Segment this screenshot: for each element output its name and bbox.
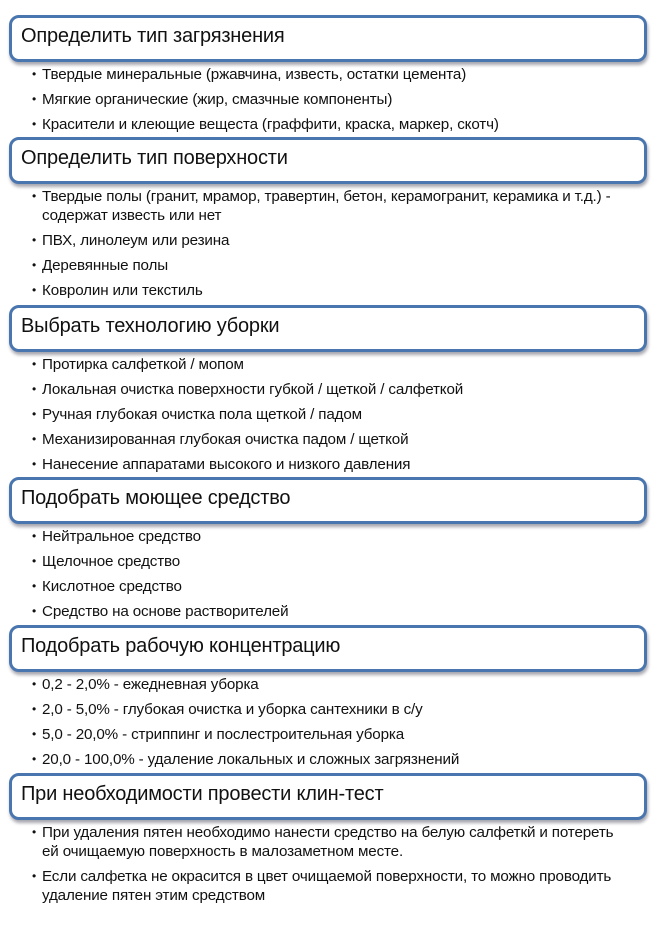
list-item-text: 0,2 - 2,0% - ежедневная уборка	[42, 676, 259, 693]
list-item	[0, 750, 632, 769]
bullet-list	[0, 823, 632, 911]
bullet-icon: •	[32, 554, 37, 568]
bullet-list	[0, 355, 632, 480]
section-title: Подобрать моющее средство	[21, 487, 291, 509]
list-item	[0, 90, 632, 109]
bullet-icon: •	[32, 382, 37, 396]
list-item	[0, 700, 632, 719]
list-item-text: Твердые полы (гранит, мрамор, травертин, бетон, керамогранит, керамика и т.д.) - содержат известь или нет	[42, 188, 611, 224]
list-item	[0, 602, 632, 621]
bullet-icon: •	[32, 677, 37, 691]
list-item-text: Нейтральное средство	[42, 528, 201, 545]
list-item-text: 5,0 - 20,0% - стриппинг и послестроительная уборка	[42, 726, 404, 743]
list-item-text: 2,0 - 5,0% - глубокая очистка и уборка сантехники в с/у	[42, 701, 423, 718]
list-item	[0, 552, 632, 571]
list-item	[0, 430, 632, 449]
bullet-list	[0, 675, 632, 775]
list-item	[0, 380, 632, 399]
bullet-icon: •	[32, 407, 37, 421]
bullet-icon: •	[32, 357, 37, 371]
list-item-text: ПВХ, линолеум или резина	[42, 232, 230, 249]
list-item-text: 20,0 - 100,0% - удаление локальных и сложных загрязнений	[42, 751, 460, 768]
section-header	[9, 773, 647, 820]
list-item	[0, 675, 632, 694]
list-item	[0, 281, 632, 300]
list-item-text: Локальная очистка поверхности губкой / щеткой / салфеткой	[42, 381, 464, 398]
section-header	[9, 305, 647, 352]
list-item-text: Ручная глубокая очистка пола щеткой / падом	[42, 406, 362, 423]
section-title: При необходимости провести клин-тест	[21, 783, 384, 805]
list-item-text: Нанесение аппаратами высокого и низкого давления	[42, 456, 411, 473]
list-item	[0, 231, 632, 250]
bullet-icon: •	[32, 258, 37, 272]
bullet-icon: •	[32, 727, 37, 741]
list-item-text: Средство на основе растворителей	[42, 603, 289, 620]
bullet-icon: •	[32, 67, 37, 81]
list-item-text: Ковролин или текстиль	[42, 282, 203, 299]
list-item	[0, 577, 632, 596]
section-title: Подобрать рабочую концентрацию	[21, 635, 341, 657]
list-item-text: Кислотное средство	[42, 578, 182, 595]
list-item	[0, 355, 632, 374]
list-item	[0, 187, 632, 225]
bullet-icon: •	[32, 752, 37, 766]
list-item-text: Мягкие органические (жир, смазчные компоненты)	[42, 91, 393, 108]
bullet-icon: •	[32, 92, 37, 106]
list-item	[0, 405, 632, 424]
list-item	[0, 527, 632, 546]
list-item	[0, 115, 632, 134]
list-item-text: Механизированная глубокая очистка падом / щеткой	[42, 431, 409, 448]
bullet-icon: •	[32, 529, 37, 543]
section-title: Определить тип поверхности	[21, 147, 288, 169]
list-item-text: При удаления пятен необходимо нанести средство на белую салфеткй и потереть ей очищаемую поверхность в малозаметном месте.	[42, 824, 614, 860]
bullet-icon: •	[32, 432, 37, 446]
list-item	[0, 867, 632, 905]
list-item-text: Твердые минеральные (ржавчина, известь, остатки цемента)	[42, 66, 467, 83]
list-item-text: Красители и клеющие вещеста (граффити, краска, маркер, скотч)	[42, 116, 499, 133]
bullet-list	[0, 187, 632, 306]
list-item	[0, 65, 632, 84]
bullet-icon: •	[32, 579, 37, 593]
bullet-icon: •	[32, 189, 37, 203]
list-item	[0, 256, 632, 275]
section-title: Определить тип загрязнения	[21, 25, 285, 47]
bullet-icon: •	[32, 825, 37, 839]
section-header	[9, 625, 647, 672]
section-header	[9, 137, 647, 184]
section-header	[9, 477, 647, 524]
bullet-icon: •	[32, 604, 37, 618]
list-item-text: Если салфетка не окрасится в цвет очищаемой поверхности, то можно проводить удаление пятен этим средством	[42, 868, 612, 904]
list-item	[0, 725, 632, 744]
bullet-icon: •	[32, 869, 37, 883]
list-item-text: Деревянные полы	[42, 257, 168, 274]
section-title: Выбрать технологию уборки	[21, 315, 280, 337]
bullet-icon: •	[32, 457, 37, 471]
list-item-text: Протирка салфеткой / мопом	[42, 356, 244, 373]
bullet-list	[0, 65, 632, 140]
bullet-icon: •	[32, 117, 37, 131]
bullet-icon: •	[32, 283, 37, 297]
bullet-list	[0, 527, 632, 627]
list-item-text: Щелочное средство	[42, 553, 181, 570]
list-item	[0, 823, 632, 861]
bullet-icon: •	[32, 702, 37, 716]
section-header	[9, 15, 647, 62]
list-item	[0, 455, 632, 474]
bullet-icon: •	[32, 233, 37, 247]
